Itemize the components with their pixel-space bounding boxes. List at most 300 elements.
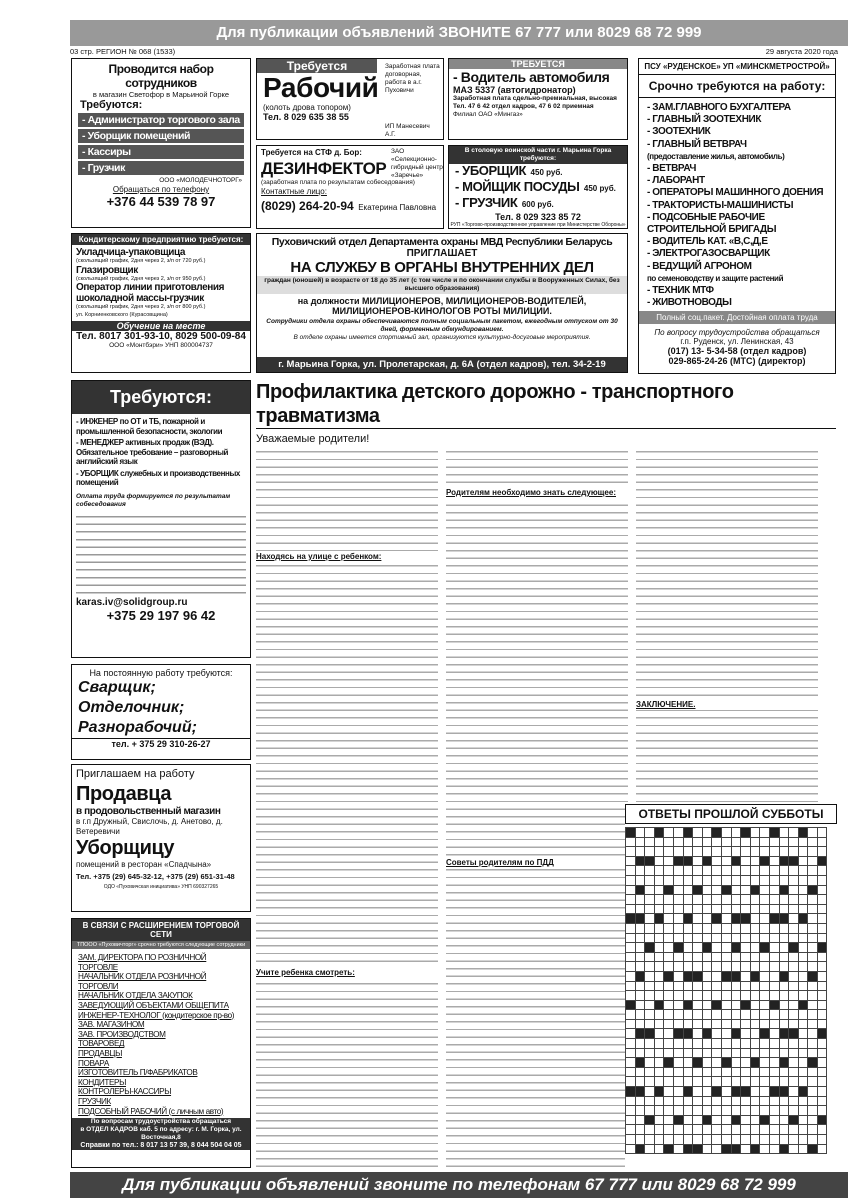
crossword-cell bbox=[693, 885, 703, 895]
psu-item: по семеноводству и защите растений bbox=[647, 273, 784, 283]
crossword-cell bbox=[817, 933, 827, 943]
crossword-cell bbox=[779, 952, 789, 962]
issue-label: 03 стр. РЕГИОН № 068 (1533) bbox=[70, 47, 176, 56]
crossword-cell bbox=[635, 1125, 645, 1135]
crossword-cell bbox=[664, 962, 674, 972]
crossword-cell bbox=[645, 904, 655, 914]
disinfect-sub: (заработная плата по результатам собеседования) bbox=[261, 179, 415, 186]
crossword-cell bbox=[654, 971, 664, 981]
crossword-cell bbox=[769, 981, 779, 991]
military-item bbox=[455, 164, 627, 180]
crossword-cell bbox=[808, 971, 818, 981]
crossword-cell bbox=[817, 1019, 827, 1029]
military-phone: Тел. 8 029 323 85 72 bbox=[495, 212, 581, 222]
crossword-cell bbox=[779, 981, 789, 991]
crossword-cell bbox=[750, 1058, 760, 1068]
crossword-cell bbox=[683, 904, 693, 914]
crossword-cell bbox=[654, 1067, 664, 1077]
crossword-cell bbox=[721, 1087, 731, 1097]
trade-item: ПОВАРА bbox=[78, 1058, 109, 1068]
crossword-cell bbox=[645, 837, 655, 847]
crossword-cell bbox=[712, 1048, 722, 1058]
crossword-cell bbox=[817, 952, 827, 962]
crossword-cell bbox=[693, 952, 703, 962]
crossword-cell bbox=[731, 904, 741, 914]
ad-worker bbox=[256, 58, 444, 140]
crossword-cell bbox=[712, 828, 722, 838]
military-pay: 600 руб. bbox=[521, 200, 554, 209]
crossword-cell bbox=[645, 1019, 655, 1029]
military-item bbox=[455, 196, 627, 212]
crossword-cell bbox=[779, 837, 789, 847]
confect-addr: ул. Корниенковского (Курасовщина) bbox=[76, 311, 168, 318]
crossword-cell bbox=[626, 1058, 636, 1068]
crossword-cell bbox=[741, 866, 751, 876]
crossword-cell bbox=[779, 914, 789, 924]
crossword-cell bbox=[626, 933, 636, 943]
crossword-cell bbox=[779, 895, 789, 905]
voskhod-phone: +375 29 197 96 42 bbox=[106, 607, 216, 623]
crossword-cell bbox=[741, 1125, 751, 1135]
crossword-cell bbox=[769, 837, 779, 847]
crossword-cell bbox=[673, 1115, 683, 1125]
crossword-cell bbox=[721, 1106, 731, 1116]
military-list bbox=[449, 164, 627, 212]
crossword-cell bbox=[673, 1125, 683, 1135]
crossword-cell bbox=[817, 1048, 827, 1058]
crossword-cell bbox=[664, 895, 674, 905]
spadchyna-company: ОДО «Пуховичская инициатива» УНП 690327265 bbox=[103, 884, 219, 890]
crossword-cell bbox=[673, 875, 683, 885]
crossword-cell bbox=[693, 923, 703, 933]
crossword-cell bbox=[769, 1144, 779, 1154]
crossword-cell bbox=[693, 1106, 703, 1116]
crossword-cell bbox=[626, 923, 636, 933]
crossword-cell bbox=[712, 991, 722, 1001]
permanent-item: Сварщик; bbox=[78, 679, 156, 696]
crossword-cell bbox=[693, 1010, 703, 1020]
crossword-cell bbox=[645, 991, 655, 1001]
crossword-cell bbox=[817, 1144, 827, 1154]
crossword-cell bbox=[702, 952, 712, 962]
crossword-cell bbox=[702, 991, 712, 1001]
crossword-cell bbox=[683, 885, 693, 895]
crossword-cell bbox=[683, 991, 693, 1001]
crossword-cell bbox=[798, 1019, 808, 1029]
crossword-cell bbox=[798, 885, 808, 895]
crossword-cell bbox=[693, 1115, 703, 1125]
crossword-cell bbox=[693, 866, 703, 876]
crossword-cell bbox=[673, 1135, 683, 1145]
crossword-cell bbox=[683, 1125, 693, 1135]
crossword-cell bbox=[808, 1019, 818, 1029]
ad-mvd bbox=[256, 233, 628, 373]
crossword-cell bbox=[635, 1144, 645, 1154]
crossword-cell bbox=[712, 866, 722, 876]
crossword-cell bbox=[817, 923, 827, 933]
crossword-cell bbox=[808, 923, 818, 933]
driver-desc: Заработная плата сдельно-премиальная, высокая bbox=[453, 95, 617, 102]
crossword-cell bbox=[779, 1019, 789, 1029]
crossword-cell bbox=[626, 1077, 636, 1087]
crossword-cell bbox=[760, 943, 770, 953]
crossword-cell bbox=[721, 885, 731, 895]
crossword-cell bbox=[702, 1077, 712, 1087]
crossword-cell bbox=[779, 885, 789, 895]
crossword-cell bbox=[808, 1096, 818, 1106]
crossword-cell bbox=[673, 1087, 683, 1097]
crossword-cell bbox=[808, 875, 818, 885]
crossword-cell bbox=[760, 1096, 770, 1106]
crossword-cell bbox=[789, 991, 799, 1001]
crossword-cell bbox=[702, 1029, 712, 1039]
crossword-cell bbox=[721, 914, 731, 924]
crossword-grid bbox=[625, 827, 837, 1154]
crossword-cell bbox=[769, 1000, 779, 1010]
voskhod-title: Требуются: bbox=[72, 381, 250, 414]
crossword-cell bbox=[664, 904, 674, 914]
trade-item: КОНТРОЛЕРЫ-КАССИРЫ bbox=[78, 1087, 172, 1097]
crossword-cell bbox=[635, 1029, 645, 1039]
psu-item: - ПОДСОБНЫЕ РАБОЧИЕ bbox=[647, 211, 765, 223]
crossword-cell bbox=[626, 866, 636, 876]
date-label: 29 августа 2020 года bbox=[765, 47, 838, 56]
crossword-cell bbox=[760, 1010, 770, 1020]
crossword-cell bbox=[626, 885, 636, 895]
crossword-cell bbox=[645, 885, 655, 895]
crossword-cell bbox=[712, 1115, 722, 1125]
crossword-cell bbox=[789, 847, 799, 857]
crossword-cell bbox=[721, 1019, 731, 1029]
crossword-cell bbox=[673, 952, 683, 962]
crossword-cell bbox=[683, 1048, 693, 1058]
crossword-cell bbox=[673, 828, 683, 838]
crossword-cell bbox=[721, 1077, 731, 1087]
crossword-cell bbox=[798, 1077, 808, 1087]
crossword-title: ОТВЕТЫ ПРОШЛОЙ СУББОТЫ bbox=[625, 804, 837, 824]
crossword-cell bbox=[769, 1135, 779, 1145]
crossword-cell bbox=[664, 1010, 674, 1020]
crossword-cell bbox=[808, 904, 818, 914]
crossword-cell bbox=[731, 952, 741, 962]
crossword-cell bbox=[683, 952, 693, 962]
crossword-cell bbox=[779, 962, 789, 972]
crossword-cell bbox=[654, 1144, 664, 1154]
crossword-cell bbox=[731, 866, 741, 876]
crossword-cell bbox=[712, 933, 722, 943]
crossword-cell bbox=[817, 895, 827, 905]
crossword-cell bbox=[683, 1106, 693, 1116]
crossword-cell bbox=[673, 1096, 683, 1106]
crossword-cell bbox=[769, 1125, 779, 1135]
crossword-cell bbox=[702, 837, 712, 847]
crossword-cell bbox=[645, 1135, 655, 1145]
crossword-cell bbox=[683, 1058, 693, 1068]
psu-item: - ГЛАВНЫЙ ЗООТЕХНИК bbox=[647, 114, 762, 126]
crossword-cell bbox=[808, 1125, 818, 1135]
crossword-cell bbox=[750, 1077, 760, 1087]
article-subheading: Учите ребенка смотреть: bbox=[256, 967, 438, 978]
crossword-cell bbox=[779, 875, 789, 885]
crossword-cell bbox=[741, 952, 751, 962]
svetofor-need: Требуются: bbox=[80, 99, 143, 111]
crossword-cell bbox=[654, 1029, 664, 1039]
crossword-cell bbox=[731, 933, 741, 943]
crossword-cell bbox=[702, 1144, 712, 1154]
crossword-cell bbox=[731, 828, 741, 838]
crossword-cell bbox=[789, 875, 799, 885]
ad-permanent bbox=[71, 664, 251, 760]
article-subheading: Советы родителям по ПДД bbox=[446, 857, 628, 868]
crossword-cell bbox=[673, 837, 683, 847]
crossword-cell bbox=[626, 828, 636, 838]
crossword-cell bbox=[702, 875, 712, 885]
crossword-cell bbox=[664, 1135, 674, 1145]
crossword-cell bbox=[635, 1106, 645, 1116]
crossword-cell bbox=[693, 962, 703, 972]
crossword-cell bbox=[798, 828, 808, 838]
crossword-cell bbox=[664, 1067, 674, 1077]
crossword-cell bbox=[789, 1058, 799, 1068]
crossword-cell bbox=[789, 1077, 799, 1087]
crossword-cell bbox=[635, 991, 645, 1001]
crossword-cell bbox=[789, 1135, 799, 1145]
crossword-cell bbox=[808, 981, 818, 991]
crossword-cell bbox=[817, 1115, 827, 1125]
crossword-cell bbox=[789, 1048, 799, 1058]
crossword-cell bbox=[750, 981, 760, 991]
crossword-cell bbox=[654, 837, 664, 847]
crossword-cell bbox=[712, 1125, 722, 1135]
crossword-cell bbox=[702, 923, 712, 933]
worker-sub: (колоть дрова топором) bbox=[263, 103, 351, 112]
crossword-cell bbox=[731, 1115, 741, 1125]
spadchyna-sub-1: в продовольственный магазин bbox=[76, 806, 221, 817]
crossword-cell bbox=[673, 856, 683, 866]
crossword-cell bbox=[817, 1106, 827, 1116]
disinfect-company: ЗАО «Селекционно-гибридный центр «Заречье» bbox=[391, 148, 443, 179]
crossword-cell bbox=[693, 1077, 703, 1087]
crossword-cell bbox=[769, 828, 779, 838]
crossword-cell bbox=[789, 981, 799, 991]
crossword-cell bbox=[654, 1096, 664, 1106]
crossword-cell bbox=[721, 1000, 731, 1010]
crossword-cell bbox=[789, 1029, 799, 1039]
crossword-cell bbox=[654, 1000, 664, 1010]
crossword-cell bbox=[664, 952, 674, 962]
crossword-cell bbox=[817, 875, 827, 885]
crossword-cell bbox=[664, 1115, 674, 1125]
crossword-cell bbox=[721, 1125, 731, 1135]
crossword-cell bbox=[817, 1067, 827, 1077]
crossword-cell bbox=[693, 1125, 703, 1135]
crossword-cell bbox=[654, 952, 664, 962]
ad-trade bbox=[71, 918, 251, 1168]
crossword-cell bbox=[798, 1029, 808, 1039]
confect-note: (скользящий график, 2дня через 2, з/п от 720 руб.) bbox=[76, 258, 206, 264]
crossword-cell bbox=[673, 1144, 683, 1154]
mvd-desc: граждан (юношей) в возрасте от 18 до 35 лет (с том числе и по окончании службы в Вооруженных Силах, без высшего образования) bbox=[257, 276, 627, 294]
psu-item: (предоставление жилья, автомобиль) bbox=[647, 151, 785, 161]
crossword-cell bbox=[626, 981, 636, 991]
crossword-cell bbox=[789, 1106, 799, 1116]
crossword-cell bbox=[731, 885, 741, 895]
crossword-cell bbox=[712, 1010, 722, 1020]
crossword-cell bbox=[721, 828, 731, 838]
crossword-cell bbox=[721, 866, 731, 876]
crossword-cell bbox=[683, 837, 693, 847]
crossword-cell bbox=[645, 1067, 655, 1077]
crossword-cell bbox=[741, 991, 751, 1001]
crossword-cell bbox=[731, 962, 741, 972]
mvd-social: Сотрудники отдела охраны обеспечиваются полным социальным пакетом, ежегодным отпуском от 30 дней, форменным обмундированием. bbox=[266, 318, 618, 333]
crossword-cell bbox=[693, 904, 703, 914]
crossword-cell bbox=[741, 847, 751, 857]
crossword-cell bbox=[789, 828, 799, 838]
svetofor-item: - Грузчик bbox=[78, 161, 244, 175]
crossword-cell bbox=[635, 962, 645, 972]
crossword-cell bbox=[645, 933, 655, 943]
crossword-cell bbox=[789, 1000, 799, 1010]
crossword-cell bbox=[626, 895, 636, 905]
crossword-cell bbox=[654, 828, 664, 838]
crossword-cell bbox=[664, 1144, 674, 1154]
crossword-cell bbox=[798, 1087, 808, 1097]
worker-phone: Тел. 8 029 635 38 55 bbox=[263, 112, 349, 122]
crossword-cell bbox=[654, 962, 664, 972]
crossword-cell bbox=[760, 1125, 770, 1135]
crossword-cell bbox=[702, 1096, 712, 1106]
crossword-cell bbox=[798, 971, 808, 981]
crossword-cell bbox=[654, 1010, 664, 1020]
worker-ip: ИП Манесевич А.Г. bbox=[385, 123, 430, 138]
bottom-banner bbox=[70, 1172, 848, 1198]
crossword-cell bbox=[635, 1058, 645, 1068]
crossword-cell bbox=[654, 1087, 664, 1097]
crossword-cell bbox=[808, 828, 818, 838]
crossword-cell bbox=[731, 1039, 741, 1049]
crossword-cell bbox=[760, 1058, 770, 1068]
crossword-cell bbox=[750, 828, 760, 838]
crossword-cell bbox=[741, 933, 751, 943]
crossword-cell bbox=[635, 1115, 645, 1125]
psu-item: - ЭЛЕКТРОГАЗОСВАРЩИК bbox=[647, 248, 770, 260]
crossword-cell bbox=[750, 1039, 760, 1049]
crossword-cell bbox=[664, 943, 674, 953]
crossword-cell bbox=[645, 1096, 655, 1106]
trade-item: НАЧАЛЬНИК ОТДЕЛА ЗАКУПОК bbox=[78, 991, 193, 1001]
crossword-cell bbox=[712, 1000, 722, 1010]
crossword-cell bbox=[693, 933, 703, 943]
crossword-cell bbox=[741, 904, 751, 914]
crossword-cell bbox=[683, 895, 693, 905]
crossword-cell bbox=[664, 1096, 674, 1106]
crossword-cell bbox=[741, 1077, 751, 1087]
crossword-cell bbox=[702, 1135, 712, 1145]
crossword-cell bbox=[721, 1048, 731, 1058]
crossword-cell bbox=[769, 1106, 779, 1116]
crossword-cell bbox=[645, 1115, 655, 1125]
permanent-phone: тел. + 375 29 310-26-27 bbox=[72, 738, 250, 749]
crossword-cell bbox=[769, 1039, 779, 1049]
crossword-cell bbox=[721, 1029, 731, 1039]
crossword-cell bbox=[626, 952, 636, 962]
svetofor-item: - Уборщик помещений bbox=[78, 129, 244, 143]
crossword-cell bbox=[721, 1135, 731, 1145]
crossword-cell bbox=[817, 1029, 827, 1039]
disinfect-phone: (8029) 264-20-94 bbox=[261, 199, 354, 213]
crossword-cell bbox=[635, 866, 645, 876]
crossword-cell bbox=[817, 1125, 827, 1135]
crossword-cell bbox=[731, 1067, 741, 1077]
crossword-cell bbox=[760, 1048, 770, 1058]
crossword-cell bbox=[741, 1087, 751, 1097]
crossword-cell bbox=[779, 991, 789, 1001]
crossword-cell bbox=[721, 1039, 731, 1049]
crossword-cell bbox=[626, 1087, 636, 1097]
crossword-cell bbox=[645, 1077, 655, 1087]
crossword-cell bbox=[664, 1039, 674, 1049]
psu-phone-2: 029-865-24-26 (МТС) (директор) bbox=[668, 356, 806, 367]
crossword-cell bbox=[635, 885, 645, 895]
crossword-cell bbox=[817, 1039, 827, 1049]
crossword-cell bbox=[760, 1087, 770, 1097]
article-title: Профилактика детского дорожно - транспортного травматизма bbox=[256, 380, 836, 429]
spadchyna-title-1: Продавца bbox=[76, 783, 172, 805]
crossword-cell bbox=[702, 856, 712, 866]
crossword-cell bbox=[769, 914, 779, 924]
crossword-cell bbox=[731, 991, 741, 1001]
crossword-cell bbox=[789, 895, 799, 905]
crossword-cell bbox=[760, 875, 770, 885]
crossword-cell bbox=[779, 971, 789, 981]
crossword-cell bbox=[808, 1048, 818, 1058]
crossword-cell bbox=[712, 1144, 722, 1154]
crossword-cell bbox=[760, 1106, 770, 1116]
crossword-cell bbox=[635, 895, 645, 905]
crossword-cell bbox=[673, 1058, 683, 1068]
crossword-cell bbox=[808, 991, 818, 1001]
crossword-cell bbox=[721, 856, 731, 866]
crossword-cell bbox=[712, 962, 722, 972]
crossword-cell bbox=[683, 1010, 693, 1020]
crossword-cell bbox=[779, 1106, 789, 1116]
crossword-cell bbox=[750, 1067, 760, 1077]
crossword-cell bbox=[789, 914, 799, 924]
crossword-cell bbox=[721, 1067, 731, 1077]
trade-item: КОНДИТЕРЫ bbox=[78, 1077, 126, 1087]
crossword-cell bbox=[702, 1039, 712, 1049]
trade-item: ПРОДАВЦЫ bbox=[78, 1048, 122, 1058]
crossword-cell bbox=[789, 1125, 799, 1135]
crossword-cell bbox=[702, 1019, 712, 1029]
crossword-cell bbox=[702, 895, 712, 905]
crossword-cell bbox=[721, 1115, 731, 1125]
worker-title: Рабочий bbox=[263, 72, 379, 103]
crossword-cell bbox=[779, 828, 789, 838]
crossword-cell bbox=[645, 1010, 655, 1020]
crossword-cell bbox=[683, 1029, 693, 1039]
crossword-cell bbox=[702, 1115, 712, 1125]
crossword-cell bbox=[741, 895, 751, 905]
crossword-cell bbox=[760, 923, 770, 933]
crossword-cell bbox=[721, 847, 731, 857]
crossword-cell bbox=[817, 885, 827, 895]
crossword-cell bbox=[760, 1019, 770, 1029]
crossword-cell bbox=[741, 923, 751, 933]
svetofor-list bbox=[78, 113, 244, 175]
psu-phone-1: (017) 13- 5-34-58 (отдел кадров) bbox=[667, 346, 807, 357]
